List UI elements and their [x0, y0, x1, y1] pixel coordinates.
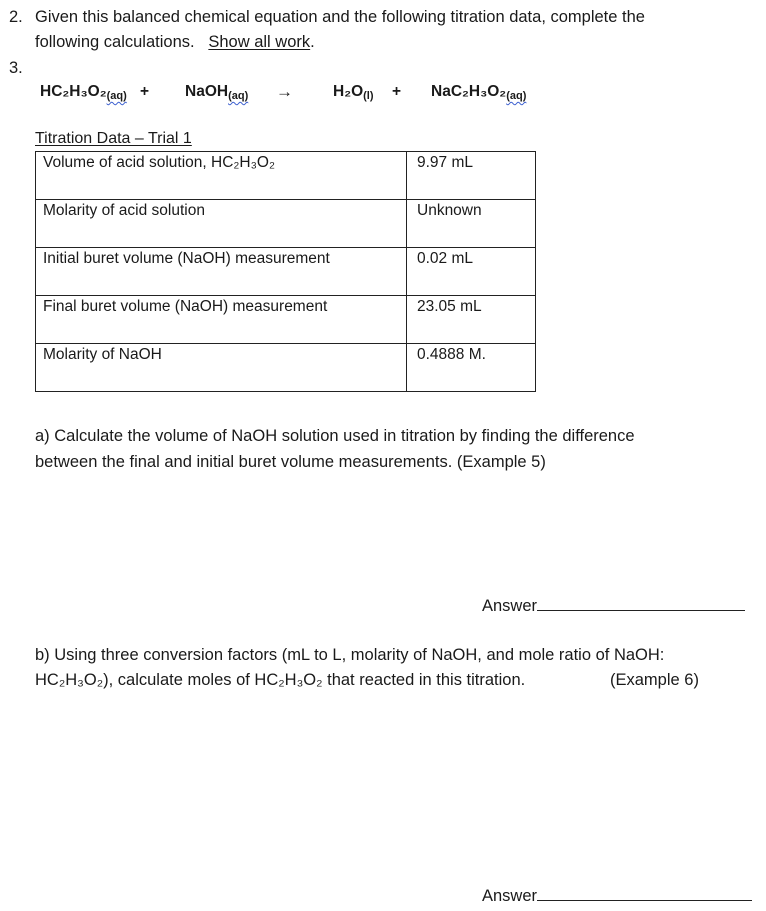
table-row: [36, 296, 536, 344]
show-work-period: .: [310, 33, 315, 51]
question-intro-text: following calculations.: [35, 33, 195, 51]
row-label: Initial buret volume (NaOH) measurement: [36, 248, 407, 296]
table-row: [36, 344, 536, 392]
next-question-number: 3.: [9, 59, 23, 77]
reactant1-state: (aq): [106, 90, 127, 102]
row-value: 9.97 mL: [407, 152, 536, 200]
show-all-work: Show all work: [208, 33, 311, 51]
table-title: Titration Data – Trial 1: [35, 130, 192, 147]
equation-arrow: →: [276, 82, 293, 101]
equation-plus1: +: [140, 83, 150, 100]
reactant2-formula: NaOH: [185, 83, 229, 100]
question-intro-line2: [35, 30, 315, 55]
equation-plus2: +: [392, 83, 402, 100]
answer-a: [482, 594, 745, 619]
row-value: Unknown: [407, 200, 536, 248]
answer-b-blank[interactable]: [537, 885, 752, 901]
row-label: Final buret volume (NaOH) measurement: [36, 296, 407, 344]
product2-formula: NaC₂H₃O₂: [431, 83, 507, 100]
table-row: [36, 200, 536, 248]
titration-data-table: [35, 151, 536, 392]
row-label: Molarity of NaOH: [36, 344, 407, 392]
row-label: Volume of acid solution, HC₂H₃O₂: [36, 152, 407, 200]
part-b-line1: b) Using three conversion factors (mL to L, molarity of NaOH, and mole ratio of NaOH:: [35, 646, 665, 664]
product2-state: (aq): [506, 90, 527, 102]
equation-reactant1: [40, 83, 127, 102]
table-row: [36, 248, 536, 296]
answer-a-label: Answer: [482, 597, 538, 615]
product1-state: (l): [363, 90, 374, 102]
row-value: 0.4888 M.: [407, 344, 536, 392]
part-a-line2: between the final and initial buret volume measurements. (Example 5): [35, 453, 546, 471]
answer-b: [482, 884, 752, 909]
equation-product1: [333, 83, 374, 102]
row-value: 0.02 mL: [407, 248, 536, 296]
row-value: 23.05 mL: [407, 296, 536, 344]
equation-reactant2: [185, 83, 248, 102]
equation-product2: [431, 83, 526, 102]
question-intro-line1: Given this balanced chemical equation and the following titration data, complete the: [35, 8, 645, 26]
answer-a-blank[interactable]: [537, 595, 745, 611]
question-number: 2.: [9, 8, 23, 26]
part-a-line1: a) Calculate the volume of NaOH solution used in titration by finding the difference: [35, 427, 635, 445]
table-row: [36, 152, 536, 200]
answer-b-label: Answer: [482, 887, 538, 905]
product1-formula: H₂O: [333, 83, 364, 100]
reactant1-formula: HC₂H₃O₂: [40, 83, 107, 100]
reactant2-state: (aq): [228, 90, 249, 102]
row-label: Molarity of acid solution: [36, 200, 407, 248]
part-b-line2: HC₂H₃O₂), calculate moles of HC₂H₃O₂ that reacted in this titration.: [35, 671, 526, 689]
part-b-example: (Example 6): [610, 671, 699, 689]
